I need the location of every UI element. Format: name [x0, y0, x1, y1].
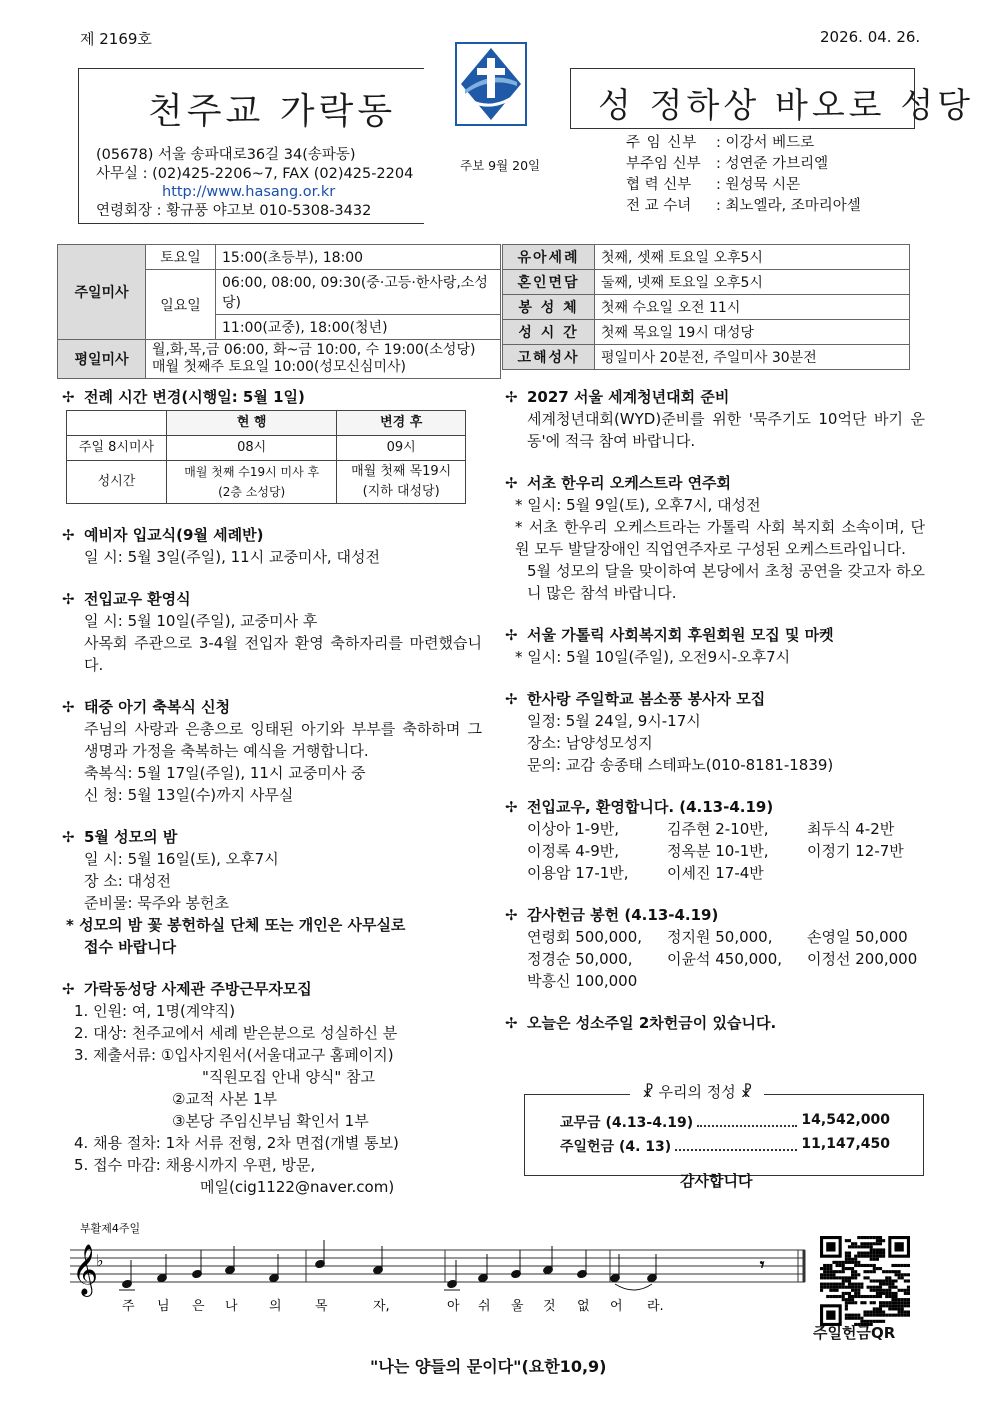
cell: 08시	[167, 436, 337, 461]
staff-name: : 최노엘라, 조마리아셀	[716, 198, 861, 214]
list-cell: 최두식 4-2반	[807, 820, 895, 838]
cross-icon: ✢	[505, 690, 518, 708]
parish-name: 천주교 가락동	[148, 91, 397, 132]
list-cell: 이윤석 450,000,	[667, 950, 783, 968]
footer-quote: "나는 양들의 문이다"(요한10,9)	[370, 1357, 607, 1376]
notice-line: 준비물: 묵주와 봉헌초	[84, 894, 230, 912]
lyric-syllable: 쉬	[478, 1299, 491, 1314]
staff-lines	[70, 1250, 805, 1282]
lyric-syllable: 것	[543, 1299, 556, 1314]
staff-role: 주 임 신부	[626, 135, 698, 151]
cell: (지하 대성당)	[362, 484, 440, 499]
list-cell: 이정선 200,000	[807, 950, 918, 968]
cross-icon: ✢	[62, 828, 75, 846]
staff-role: 전 교 수녀	[626, 198, 692, 214]
cross-icon: ✢	[505, 388, 518, 406]
lyric-syllable: 없	[577, 1299, 590, 1314]
notice-line: * 일시: 5월 9일(토), 오후7시, 대성전	[515, 496, 761, 514]
lyric-syllable: 의	[269, 1299, 282, 1314]
cell: 매월 첫째 목19시	[351, 464, 452, 479]
lyric-syllable: 라.	[647, 1299, 664, 1314]
staff-assistant	[626, 154, 828, 175]
sacrament-value: 첫째, 셋째 토요일 오후5시	[595, 245, 910, 270]
funeral-contact: 연령회장 : 황규풍 야고보 010-5308-3432	[96, 203, 372, 219]
cross-icon: ✢	[505, 626, 518, 644]
sacrament-value: 둘째, 넷째 토요일 오후5시	[595, 270, 910, 295]
rest-icon: 𝄾	[760, 1255, 765, 1274]
list-item	[505, 970, 925, 992]
sacrament-value: 평일미사 20분전, 주일미사 30분전	[595, 345, 910, 370]
lyric-syllable: 은	[192, 1299, 205, 1314]
offering-amount: 14,542,000	[801, 1112, 890, 1128]
list-cell: 정옥분 10-1반,	[667, 842, 769, 860]
staff-role: 부주임 신부	[626, 156, 701, 172]
notice-line: 장소: 남양성모성지	[527, 734, 653, 752]
notice-line: 일 시: 5월 3일(주일), 11시 교중미사, 대성전	[84, 548, 380, 566]
notice-line: * 일시: 5월 10일(주일), 오전9시-오후7시	[515, 648, 791, 666]
sacrament-value: 첫째 수요일 오전 11시	[595, 295, 910, 320]
office-phone: 사무실 : (02)425-2206~7, FAX (02)425-2204	[96, 166, 414, 182]
notice-title: 예비자 입교식(9월 세례반)	[84, 526, 264, 544]
lyric-syllable: 울	[511, 1299, 524, 1314]
lyric-syllable: 님	[157, 1299, 170, 1314]
staff-name: : 원성묵 시몬	[716, 177, 801, 193]
notice-title: 가락동성당 사제관 주방근무자모집	[84, 980, 312, 998]
notice-line: 사목회 주관으로 3-4월 전입자 환영 축하자리를 마련했습니다.	[84, 634, 482, 674]
offering-line-tithe	[560, 1112, 890, 1132]
lyric-syllable: 목	[315, 1299, 328, 1314]
notice-line: 3. 제출서류: ①입사지원서(서울대교구 홈페이지)	[74, 1046, 394, 1064]
notice-line: 신 청: 5월 13일(수)까지 사무실	[84, 786, 294, 804]
notice-line: 문의: 교감 송종태 스테파노(010-8181-1839)	[527, 756, 834, 774]
list-cell: 정지원 50,000,	[667, 928, 773, 946]
notice-picnic	[505, 688, 925, 776]
cross-icon: ✢	[505, 1014, 518, 1032]
offering-label: 주일헌금 (4. 13)	[560, 1139, 672, 1155]
lyric-syllable: 아	[447, 1299, 460, 1314]
list-cell: 이정기 12-7반	[807, 842, 904, 860]
sunday-times-1: 06:00, 08:00, 09:30(중·고등·한사랑,소성당)	[216, 270, 501, 315]
notice-title: 5월 성모의 밤	[84, 828, 178, 846]
weekday-times-1: 월,화,목,금 06:00, 화~금 10:00, 수 19:00(소성당)	[152, 342, 476, 358]
col-current: 현 행	[167, 411, 337, 436]
notice-catechumen	[62, 524, 482, 568]
cross-icon: ✢	[505, 798, 518, 816]
thanks-text: 감사합니다	[680, 1172, 753, 1190]
cross-icon: ✢	[62, 590, 75, 608]
notice-kitchen-recruit	[62, 978, 482, 1198]
notice-line: 일정: 5월 24일, 9시-17시	[527, 712, 701, 730]
sunday-label: 일요일	[146, 270, 216, 340]
notice-line: 장 소: 대성전	[84, 872, 172, 890]
church-logo-icon	[455, 42, 527, 126]
weekday-times-2: 매월 첫째주 토요일 10:00(성모신심미사)	[152, 359, 406, 375]
cross-icon: ✢	[505, 906, 518, 924]
sacrament-table	[502, 244, 910, 370]
cross-icon: ✢	[62, 526, 75, 544]
church-name: 성 정하상 바오로 성당	[598, 86, 975, 126]
qr-label: 주일헌금QR	[813, 1324, 896, 1342]
list-cell: 박흥신 100,000	[527, 972, 638, 990]
sacrament-label: 성 시 간	[503, 320, 595, 345]
offering-title: ☧ 우리의 정성 ☧	[630, 1081, 764, 1102]
notice-title: 감사헌금 봉헌 (4.13-4.19)	[527, 906, 719, 924]
notice-welcome	[62, 588, 482, 676]
staff-cooperator	[626, 175, 800, 196]
notice-line: 5월 성모의 달을 맞이하여 본당에서 초청 공연을 갖고자 하오니 많은 참석 바랍니다.	[527, 562, 925, 602]
notice-line: ②교적 사본 1부	[172, 1090, 277, 1108]
offering-label: 교무금 (4.13-4.19)	[560, 1115, 694, 1131]
notice-title: 서울 가톨릭 사회복지회 후원회원 모집 및 마켓	[527, 626, 834, 644]
liturgy-change-table	[66, 410, 466, 504]
weekday-mass-label: 평일미사	[58, 340, 146, 379]
offering-line-sunday	[560, 1136, 890, 1156]
notice-line: 주님의 사랑과 은총으로 잉태된 아기와 부부를 축하하며 그 생명과 가정을 축복하는 예식을 거행합니다.	[84, 720, 482, 760]
notice-thanks-offering	[505, 904, 925, 992]
issue-date: 2026. 04. 26.	[820, 28, 921, 46]
lyrics	[122, 1298, 664, 1314]
music-heading: 부활제4주일	[80, 1222, 141, 1235]
right-column	[505, 386, 925, 1054]
staff-pastor	[626, 133, 814, 154]
tie	[615, 1284, 652, 1290]
lyric-syllable: 자,	[373, 1299, 390, 1314]
notice-title: 서초 한우리 오케스트라 연주회	[527, 474, 732, 492]
notice-line: 일 시: 5월 10일(주일), 교중미사 후	[84, 612, 318, 630]
notice-line: 5. 접수 마감: 채용시까지 우편, 방문,	[74, 1156, 316, 1174]
address-line: (05678) 서울 송파대로36길 34(송파동)	[96, 147, 356, 163]
lyric-syllable: 주	[122, 1299, 135, 1314]
staff-sister	[626, 196, 861, 217]
cross-icon: ✢	[62, 388, 75, 406]
notice-mary-night	[62, 826, 482, 958]
list-cell: 이세진 17-4반	[667, 864, 764, 882]
notice-title: 한사랑 주일학교 봄소풍 봉사자 모집	[527, 690, 766, 708]
dot-leader	[675, 1136, 797, 1151]
notice-line: 세계청년대회(WYD)준비를 위한 '묵주기도 10억단 바기 운동'에 적극 참여 바랍니다.	[527, 410, 925, 450]
cell: 09시	[337, 436, 466, 461]
sacrament-label: 봉 성 체	[503, 295, 595, 320]
notice-line: 접수 바랍니다	[84, 938, 177, 956]
notice-line: 1. 인원: 여, 1명(계약직)	[74, 1002, 236, 1020]
lyric-syllable: 나	[225, 1299, 238, 1314]
flat-icon: ♭	[96, 1251, 104, 1270]
cross-icon: ✢	[62, 698, 75, 716]
sacrament-value: 첫째 목요일 19시 대성당	[595, 320, 910, 345]
notice-welfare	[505, 624, 925, 668]
list-cell: 손영일 50,000	[807, 928, 908, 946]
notice-title: 태중 아기 축복식 신청	[84, 698, 231, 716]
list-cell: 이상아 1-9반,	[527, 820, 619, 838]
list-item	[505, 862, 925, 884]
notice-line: * 서초 한우리 오케스트라는 가톨릭 사회 복지회 소속이며, 단원 모두 발달장애인 직업연주자로 구성된 오케스트라입니다.	[515, 518, 925, 558]
notice-line: 메일(cig1122@naver.com)	[200, 1178, 395, 1196]
row-label: 성시간	[67, 461, 167, 504]
notice-baby-blessing	[62, 696, 482, 806]
sunday-mass-label: 주일미사	[58, 245, 146, 340]
offering-box	[524, 1094, 924, 1176]
notice-line: 4. 채용 절차: 1차 서류 전형, 2차 면접(개별 통보)	[74, 1134, 399, 1152]
notice-line: 축복식: 5월 17일(주일), 11시 교중미사 중	[84, 764, 366, 782]
music-score	[70, 1218, 810, 1318]
list-cell: 정경순 50,000,	[527, 950, 633, 968]
notice-title: 오늘은 성소주일 2차헌금이 있습니다.	[527, 1014, 777, 1032]
notice-line: 일 시: 5월 16일(토), 오후7시	[84, 850, 279, 868]
left-column	[62, 386, 482, 1218]
sunday-times-2: 11:00(교중), 18:00(청년)	[216, 315, 501, 340]
row-label: 주일 8시미사	[67, 436, 167, 461]
cell: 매월 첫째 수19시 미사 후	[184, 465, 320, 479]
mass-schedule-table	[57, 244, 501, 379]
offering-amount: 11,147,450	[801, 1136, 890, 1152]
notice-line: ③본당 주임신부님 확인서 1부	[172, 1112, 369, 1130]
notice-title: 전례 시간 변경(시행일: 5월 1일)	[84, 388, 305, 406]
notice-title: 전입교우, 환영합니다. (4.13-4.19)	[527, 798, 774, 816]
lyric-syllable: 어	[610, 1299, 623, 1314]
website-link[interactable]: http://www.hasang.or.kr	[162, 184, 336, 200]
list-cell: 김주현 2-10반,	[667, 820, 769, 838]
notice-line: * 성모의 밤 꽃 봉헌하실 단체 또는 개인은 사무실로	[66, 916, 406, 934]
list-cell: 연령회 500,000,	[527, 928, 643, 946]
staff-name: : 성연준 가브리엘	[716, 156, 829, 172]
list-item	[505, 948, 925, 970]
sacrament-label: 혼인면담	[503, 270, 595, 295]
list-item	[505, 818, 925, 840]
notice-wyd	[505, 386, 925, 452]
issue-number: 제 2169호	[80, 30, 152, 48]
list-item	[505, 840, 925, 862]
staff-role: 협 력 신부	[626, 177, 692, 193]
cell: (2층 소성당)	[218, 485, 286, 499]
notice-line: "직원모집 안내 양식" 참고	[202, 1068, 376, 1086]
list-cell: 이정록 4-9반,	[527, 842, 619, 860]
cross-icon: ✢	[62, 980, 75, 998]
treble-clef-icon: 𝄞	[72, 1244, 99, 1295]
notice-liturgy-change	[62, 386, 482, 504]
bulletin-week: 주보 9월 20일	[460, 158, 541, 173]
saturday-times: 15:00(초등부), 18:00	[216, 245, 501, 270]
col-changed: 변경 후	[337, 411, 466, 436]
list-item	[505, 926, 925, 948]
notice-orchestra	[505, 472, 925, 604]
sacrament-label: 고해성사	[503, 345, 595, 370]
notice-title: 전입교우 환영식	[84, 590, 191, 608]
notice-new-members	[505, 796, 925, 884]
notice-title: 2027 서울 세계청년대회 준비	[527, 388, 730, 406]
weekday-times	[146, 340, 501, 379]
notice-vocation-sunday	[505, 1012, 925, 1034]
cross-icon: ✢	[505, 474, 518, 492]
dot-leader	[697, 1112, 797, 1127]
qr-code-icon[interactable]	[820, 1236, 910, 1326]
notice-line: 2. 대상: 천주교에서 세례 받은분으로 성실하신 분	[74, 1024, 398, 1042]
staff-name: : 이강서 베드로	[716, 135, 815, 151]
saturday-label: 토요일	[146, 245, 216, 270]
list-cell: 이용암 17-1반,	[527, 864, 629, 882]
sacrament-label: 유아세례	[503, 245, 595, 270]
